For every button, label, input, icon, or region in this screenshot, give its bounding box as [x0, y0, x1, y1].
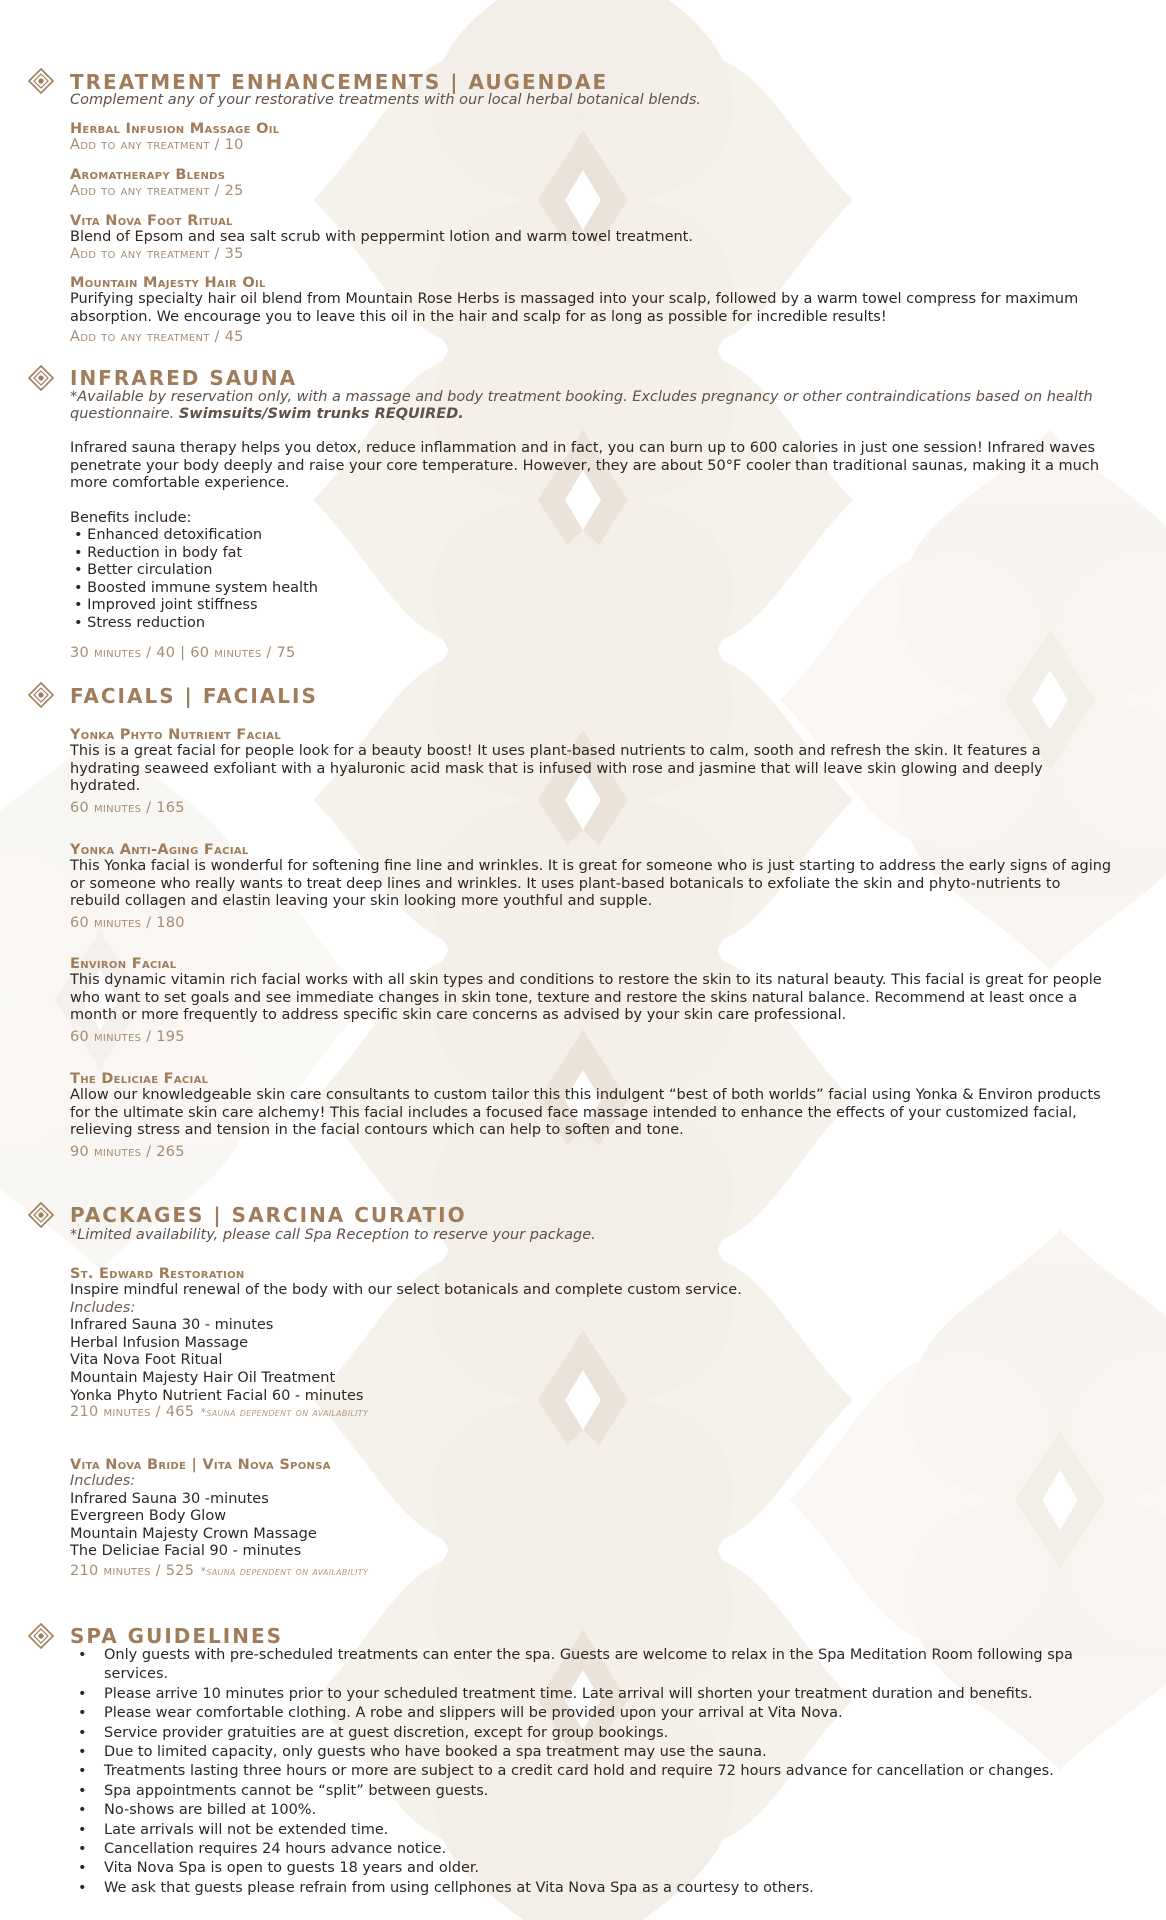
- enhancements-subtitle: Complement any of your restorative treatments with our local herbal botanical blends.: [70, 92, 702, 108]
- package-description: Inspire mindful renewal of the body with our select botanicals and complete custom service.: [70, 1282, 742, 1298]
- section-title-guidelines: SPA GUIDELINES: [70, 1624, 284, 1648]
- item-price: 60 minutes / 165: [70, 800, 185, 816]
- packages-note: *Limited availability, please call Spa Reception to reserve your package.: [70, 1227, 596, 1243]
- item-description: This Yonka facial is wonderful for softening fine line and wrinkles. It is great for someone who is just starting to address the early signs of aging or someone who really wants to treat deep lines and wrinkles. It uses plant-based botanicals to exfoliate the skin and phyto-nutrients to rebuild collagen and elastin leaving your skin looking more youthful and supple.: [70, 858, 1112, 910]
- item-title: Herbal Infusion Massage Oil: [70, 121, 280, 137]
- sauna-swimsuit-note: Swimsuits/Swim trunks REQUIRED.: [178, 406, 464, 422]
- item-price: 60 minutes / 195: [70, 1029, 185, 1045]
- item-title: Vita Nova Foot Ritual: [70, 213, 233, 229]
- item-title: Environ Facial: [70, 956, 177, 972]
- includes-list: [70, 1491, 1115, 1561]
- ornament-diamond-icon: [28, 68, 54, 94]
- include-item: Herbal Infusion Massage: [70, 1334, 249, 1351]
- item-description: Allow our knowledgeable skin care consultants to custom tailor this this indulgent “best of both worlds” facial using Yonka & Environ products for the ultimate skin care alchemy! This facial includes a focused face massage intended to enhance the effects of your customized facial, relieving stress and tension in the facial contours which can help to soften and tone.: [70, 1087, 1101, 1139]
- benefit-item: • Boosted immune system health: [74, 580, 318, 598]
- section-title-sauna: INFRARED SAUNA: [70, 366, 298, 390]
- item-description: This is a great facial for people look for a beauty boost! It uses plant-based nutrients to calm, sooth and refresh the skin. It features a hydrating seaweed exfoliant with a hyaluronic acid mask that is infused with rose and jasmine that will leave skin glowing and deeply hydrated.: [70, 743, 1043, 795]
- package-price: [70, 1404, 368, 1420]
- guideline-item: • Vita Nova Spa is open to guests 18 years and older.: [70, 1859, 1120, 1878]
- item-title: Mountain Majesty Hair Oil: [70, 275, 266, 291]
- guideline-item: • No-shows are billed at 100%.: [70, 1801, 1120, 1820]
- guidelines-list: [70, 1646, 1120, 1898]
- package-title: Vita Nova Bride | Vita Nova Sponsa: [70, 1457, 331, 1473]
- guideline-item: • Service provider gratuities are at guest discretion, except for group bookings.: [70, 1724, 1120, 1743]
- guideline-item: • Treatments lasting three hours or more are subject to a credit card hold and require 72 hours advance for cancellation or changes.: [70, 1762, 1120, 1781]
- item-price: Add to any treatment / 45: [70, 329, 244, 345]
- benefits-label: Benefits include:: [70, 510, 192, 526]
- item-title: Aromatherapy Blends: [70, 167, 226, 183]
- item-title: The Deliciae Facial: [70, 1071, 209, 1087]
- benefit-item: • Enhanced detoxification: [74, 527, 318, 545]
- guideline-item: • Spa appointments cannot be “split” between guests.: [70, 1782, 1120, 1801]
- includes-label: Includes:: [70, 1473, 136, 1489]
- item-title: Yonka Anti-Aging Facial: [70, 842, 249, 858]
- include-item: Infrared Sauna 30 -minutes: [70, 1490, 269, 1507]
- benefit-item: • Reduction in body fat: [74, 545, 318, 563]
- guideline-item: • Please wear comfortable clothing. A robe and slippers will be provided upon your arrival at Vita Nova.: [70, 1704, 1120, 1723]
- item-price: 90 minutes / 265: [70, 1144, 185, 1160]
- include-item: The Deliciae Facial 90 - minutes: [70, 1543, 302, 1560]
- benefit-item: • Better circulation: [74, 562, 318, 580]
- section-title-packages: PACKAGES | SARCINA CURATIO: [70, 1203, 467, 1227]
- package-details: [70, 1282, 1115, 1405]
- ornament-diamond-icon: [28, 682, 54, 708]
- item-title: Yonka Phyto Nutrient Facial: [70, 727, 281, 743]
- sauna-pricing: 30 minutes / 40 | 60 minutes / 75: [70, 645, 296, 661]
- includes-list: [70, 1317, 1115, 1405]
- item-description: This dynamic vitamin rich facial works with all skin types and conditions to restore the skin to its natural beauty. This facial is great for people who want to set goals and see immediate changes in skin tone, texture and restore the skins natural balance. Recommend at least once a month or more frequently to address specific skin care concerns as advised by your skin care professional.: [70, 972, 1102, 1024]
- benefits-list: [74, 527, 318, 633]
- ornament-diamond-icon: [28, 1623, 54, 1649]
- section-title-facials: FACIALS | FACIALIS: [70, 684, 318, 708]
- package-price-text: 210 minutes / 465: [70, 1404, 195, 1420]
- include-item: Infrared Sauna 30 - minutes: [70, 1317, 274, 1334]
- item-description: Purifying specialty hair oil blend from Mountain Rose Herbs is massaged into your scalp, followed by a warm towel compress for maximum absorption. We encourage you to leave this oil in the hair and scalp for as long as possible for incredible results!: [70, 291, 1079, 325]
- guideline-item: • Cancellation requires 24 hours advance notice.: [70, 1840, 1120, 1859]
- include-item: Yonka Phyto Nutrient Facial 60 - minutes: [70, 1387, 364, 1404]
- include-item: Evergreen Body Glow: [70, 1508, 227, 1525]
- guideline-item: • We ask that guests please refrain from using cellphones at Vita Nova Spa as a courtesy to others.: [70, 1879, 1120, 1898]
- guideline-item: • Due to limited capacity, only guests who have booked a spa treatment may use the sauna.: [70, 1743, 1120, 1762]
- guideline-item: • Please arrive 10 minutes prior to your scheduled treatment time. Late arrival will shorten your treatment duration and benefits.: [70, 1685, 1120, 1704]
- include-item: Vita Nova Foot Ritual: [70, 1352, 223, 1369]
- includes-label: Includes:: [70, 1299, 136, 1316]
- availability-note: *sauna dependent on availability: [200, 1564, 369, 1578]
- section-title-enhancements: TREATMENT ENHANCEMENTS | AUGENDAE: [70, 70, 609, 94]
- item-description: Blend of Epsom and sea salt scrub with peppermint lotion and warm towel treatment.: [70, 229, 693, 245]
- benefit-item: • Improved joint stiffness: [74, 597, 318, 615]
- sauna-availability-note: [70, 389, 1110, 423]
- sauna-description: Infrared sauna therapy helps you detox, reduce inflammation and in fact, you can burn up to 600 calories in just one session! Infrared waves penetrate your body deeply and raise your core temperature. However, they are about 50°F cooler than traditional saunas, making it a much more comfortable experience.: [70, 440, 1100, 492]
- guideline-item: • Late arrivals will not be extended time.: [70, 1821, 1120, 1840]
- include-item: Mountain Majesty Crown Massage: [70, 1525, 317, 1542]
- include-item: Mountain Majesty Hair Oil Treatment: [70, 1369, 336, 1386]
- item-price: Add to any treatment / 25: [70, 183, 244, 199]
- package-title: St. Edward Restoration: [70, 1266, 245, 1282]
- package-details: [70, 1473, 1115, 1561]
- package-price: [70, 1563, 368, 1579]
- item-price: Add to any treatment / 10: [70, 137, 244, 153]
- benefit-item: • Stress reduction: [74, 615, 318, 633]
- sauna-note-text: *Available by reservation only, with a massage and body treatment booking. Excludes pregnancy or other contraindications based on health questionnaire.: [70, 389, 1093, 422]
- ornament-diamond-icon: [28, 1202, 54, 1228]
- item-price: Add to any treatment / 35: [70, 246, 244, 262]
- package-price-text: 210 minutes / 525: [70, 1563, 195, 1579]
- availability-note: *sauna dependent on availability: [200, 1405, 369, 1419]
- ornament-diamond-icon: [28, 365, 54, 391]
- guideline-item: • Only guests with pre-scheduled treatments can enter the spa. Guests are welcome to relax in the Spa Meditation Room following spa services.: [70, 1646, 1120, 1685]
- item-price: 60 minutes / 180: [70, 915, 185, 931]
